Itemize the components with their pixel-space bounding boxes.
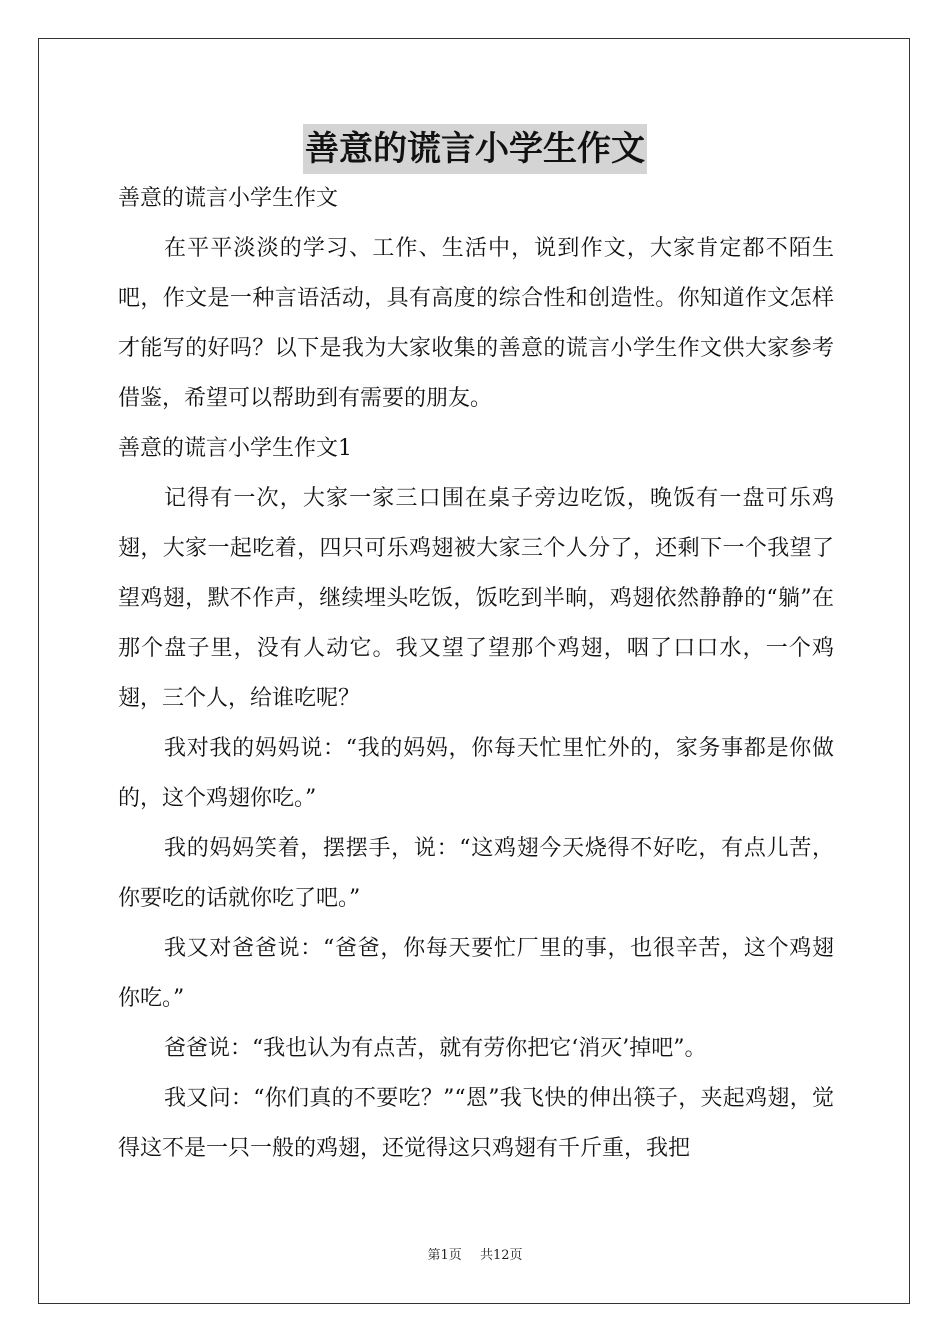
paragraph: 我又问：“你们真的不要吃？”“恩”我飞快的伸出筷子，夹起鸡翅，觉得这不是一只一般的鸡翅，还觉得这只鸡翅有千斤重，我把 [118, 1086, 834, 1161]
title-container [0, 124, 950, 174]
document-title: 善意的谎言小学生作文 [303, 124, 647, 174]
paragraph: 我又对爸爸说：“爸爸，你每天要忙厂里的事，也很辛苦，这个鸡翅你吃。” [118, 936, 834, 1011]
page-footer [0, 1244, 950, 1263]
paragraph: 爸爸说：“我也认为有点苦，就有劳你把它‘消灭’掉吧”。 [164, 1036, 707, 1061]
document-body [118, 174, 834, 1174]
paragraph: 我的妈妈笑着，摆摆手，说：“这鸡翅今天烧得不好吃，有点儿苦，你要吃的话就你吃了吧。” [118, 836, 834, 911]
paragraph: 善意的谎言小学生作文1 [118, 436, 352, 461]
page-total: 共12页 [479, 1248, 523, 1263]
page-number: 第1页 [427, 1248, 462, 1263]
paragraph: 在平平淡淡的学习、工作、生活中，说到作文，大家肯定都不陌生吧，作文是一种言语活动，具有高度的综合性和创造性。你知道作文怎样才能写的好吗？以下是我为大家收集的善意的谎言小学生作文供大家参考借鉴，希望可以帮助到有需要的朋友。 [118, 236, 834, 411]
paragraph: 善意的谎言小学生作文 [118, 186, 339, 211]
paragraph: 记得有一次，大家一家三口围在桌子旁边吃饭，晚饭有一盘可乐鸡翅，大家一起吃着，四只可乐鸡翅被大家三个人分了，还剩下一个我望了望鸡翅，默不作声，继续埋头吃饭，饭吃到半晌，鸡翅依然静静的“躺”在那个盘子里，没有人动它。我又望了望那个鸡翅，咽了口口水，一个鸡翅，三个人，给谁吃呢？ [118, 486, 834, 711]
paragraph: 我对我的妈妈说：“我的妈妈，你每天忙里忙外的，家务事都是你做的，这个鸡翅你吃。” [118, 736, 834, 811]
